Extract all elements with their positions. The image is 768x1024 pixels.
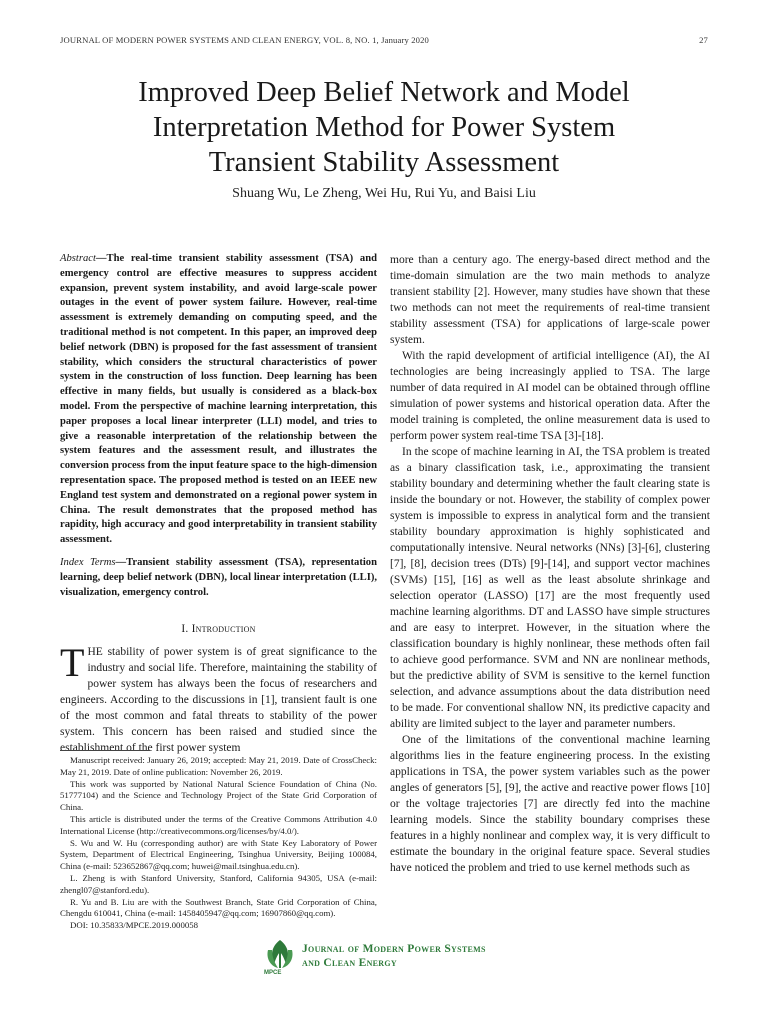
- logo-abbreviation: MPCE: [264, 970, 282, 976]
- footnote-license: This article is distributed under the terms of the Creative Commons Attribution 4.0 International License (http://creativecommons.org/licenses/by/4.0/).: [60, 813, 377, 836]
- intro-text: HE stability of power system is of great significance to the industry and social life. Therefore, maintaining the stability of power system has always been the focus of researchers and engineers. According to the discussions in [1], transient fault is one of the most common and fatal threats to stability of the power system. This concern has been raised and studied since the establishment of the first power system: [60, 645, 377, 754]
- section-heading-introduction: I. Introduction: [181, 623, 256, 636]
- footnotes: [60, 755, 377, 932]
- drop-cap: T: [60, 639, 85, 685]
- intro-paragraph: [60, 639, 377, 756]
- footnote-rule: [60, 750, 150, 751]
- running-header: [60, 35, 708, 45]
- logo-text: [302, 942, 486, 970]
- paper-title: [40, 75, 728, 180]
- abstract: [60, 252, 377, 548]
- index-terms-text: —Transient stability assessment (TSA), representation learning, deep belief network (DBN), local linear interpretation (LLI), visualization, emergency control.: [60, 556, 377, 598]
- footnote-received: Manuscript received: January 26, 2019; accepted: May 21, 2019. Date of CrossCheck: May 21, 2019. Date of online publication: November 26, 2019.: [60, 755, 377, 777]
- logo-mark-icon: [262, 938, 298, 972]
- body-paragraph: One of the limitations of the conventional machine learning algorithms lies in the feature engineering process. In the existing applications in TSA, the power system variables such as the power angles of generators [5], [9], the active and reactive power flows [10] or the voltage trajectories [7] are directly fed into the machine learning models. Since the stability boundary comprises these features in a highly nonlinear and complex way, it is very difficult to estimate the boundary in the original feature space. Several studies have noticed the problem and tried to use kernel methods such as: [390, 734, 710, 874]
- footnote-doi: DOI: 10.35833/MPCE.2019.000058: [70, 920, 199, 931]
- abstract-label: Abstract: [60, 253, 96, 264]
- footnote-affiliation-2: L. Zheng is with Stanford University, Stanford, California 94305, USA (e-mail: zhengl07@stanford.edu).: [60, 872, 377, 895]
- abstract-text: —The real-time transient stability assessment (TSA) and emergency control are effective measures to suppress accident expansion, prevent system instability, and avoid large-scale power outages in the event of power system failure. However, real-time assessment is extremely demanding on computing speed, and the traditional method is not competent. In this paper, an improved deep belief network (DBN) is proposed for the fast assessment of transient stability, which considers the structural characteristics of power system in the construction of loss function. Deep learning has been effective in many fields, but usually is considered as a black-box model. From the perspective of machine learning interpretation, this paper proposes a local linear interpreter (LLI) model, and tries to give a reasonable interpretation of the relationship between the system features and the assessment result, and illustrates the conversion process from the input feature space to the high-dimension representation space. The proposed method is tested on an IEEE new England test system and demonstrated on a regional power system in China. The result demonstrates that the proposed method has rapidity, high accuracy and good interpretability in transient stability assessment.: [60, 253, 377, 546]
- right-column: [390, 252, 710, 876]
- journal-logo: [262, 938, 522, 978]
- title-line-2: Interpretation Method for Power System: [152, 112, 616, 143]
- journal-name: JOURNAL OF MODERN POWER SYSTEMS AND CLEAN ENERGY, VOL. 8, NO. 1, January 2020: [60, 35, 429, 45]
- footnote-affiliation-1: S. Wu and W. Hu (corresponding author) are with State Key Laboratory of Power System, Department of Electrical Engineering, Tsinghua University, Beijing 100084, China (e-mail: 523652867@qq.com; huwei@mail.tsinghua.edu.cn).: [60, 837, 377, 872]
- footnote-funding: This work was supported by National Natural Science Foundation of China (No. 51777104) and the Science and Technology Project of the State Grid Corporation of China.: [60, 778, 377, 813]
- title-line-3: Transient Stability Assessment: [208, 147, 560, 178]
- logo-line-1: Journal of Modern Power Systems: [302, 943, 486, 955]
- index-terms: [60, 556, 377, 600]
- body-paragraph: In the scope of machine learning in AI, the TSA problem is treated as a binary classification task, i.e., approximating the transient stability boundary and determining whether the fault clearing state is inside the boundary or not. However, the stability of complex power system is impossible to express in analytical form and the transient stability boundary approximation is highly sophisticated and computationally intensive. Neural networks (NNs) [3]-[6], clustering [7], [8], decision trees (DTs) [9]-[14], and support vector machines (SVMs) [15], [16] as well as the least absolute shrinkage and selection operator (LASSO) [17] are the most frequently used machine learning algorithms. DT and LASSO have simple structures and are easy to interpret. However, in the situation where the classification boundary is highly nonlinear, these methods often fail to achieve good performance. SVM and NN are nonlinear methods, but the predictive ability of SVM is sensitive to the kernel function selection, and advance assumptions about the data distribution need to be made. For conventional shallow NN, its predictive capacity and ability are limited subject to the layer and parameter numbers.: [390, 446, 710, 730]
- title-line-1: Improved Deep Belief Network and Model: [138, 77, 630, 108]
- left-column: [60, 252, 377, 756]
- author-list: Shuang Wu, Le Zheng, Wei Hu, Rui Yu, and Baisi Liu: [232, 186, 536, 201]
- body-paragraph: With the rapid development of artificial intelligence (AI), the AI technologies are being increasingly applied to TSA. The large number of data required in AI model can be obtained through offline simulation of power systems and historical operation data. After the model training is completed, the online measurement data is used to perform power system real-time TSA [3]-[18].: [390, 350, 710, 442]
- footnote-affiliation-3: R. Yu and B. Liu are with the Southwest Branch, State Grid Corporation of China, Chengdu 610041, China (e-mail: 1458405947@qq.com; 16907860@qq.com).: [60, 896, 377, 919]
- body-paragraph: more than a century ago. The energy-based direct method and the time-domain simulation are the two main methods to analyze transient stability [2]. However, many studies have shown that these two methods can not meet the requirements of real-time transient stability assessment (TSA) for applications of large-scale power system.: [390, 254, 710, 346]
- index-terms-label: Index Terms: [60, 556, 116, 568]
- page-number: 27: [699, 35, 708, 45]
- logo-line-2: and Clean Energy: [302, 957, 397, 969]
